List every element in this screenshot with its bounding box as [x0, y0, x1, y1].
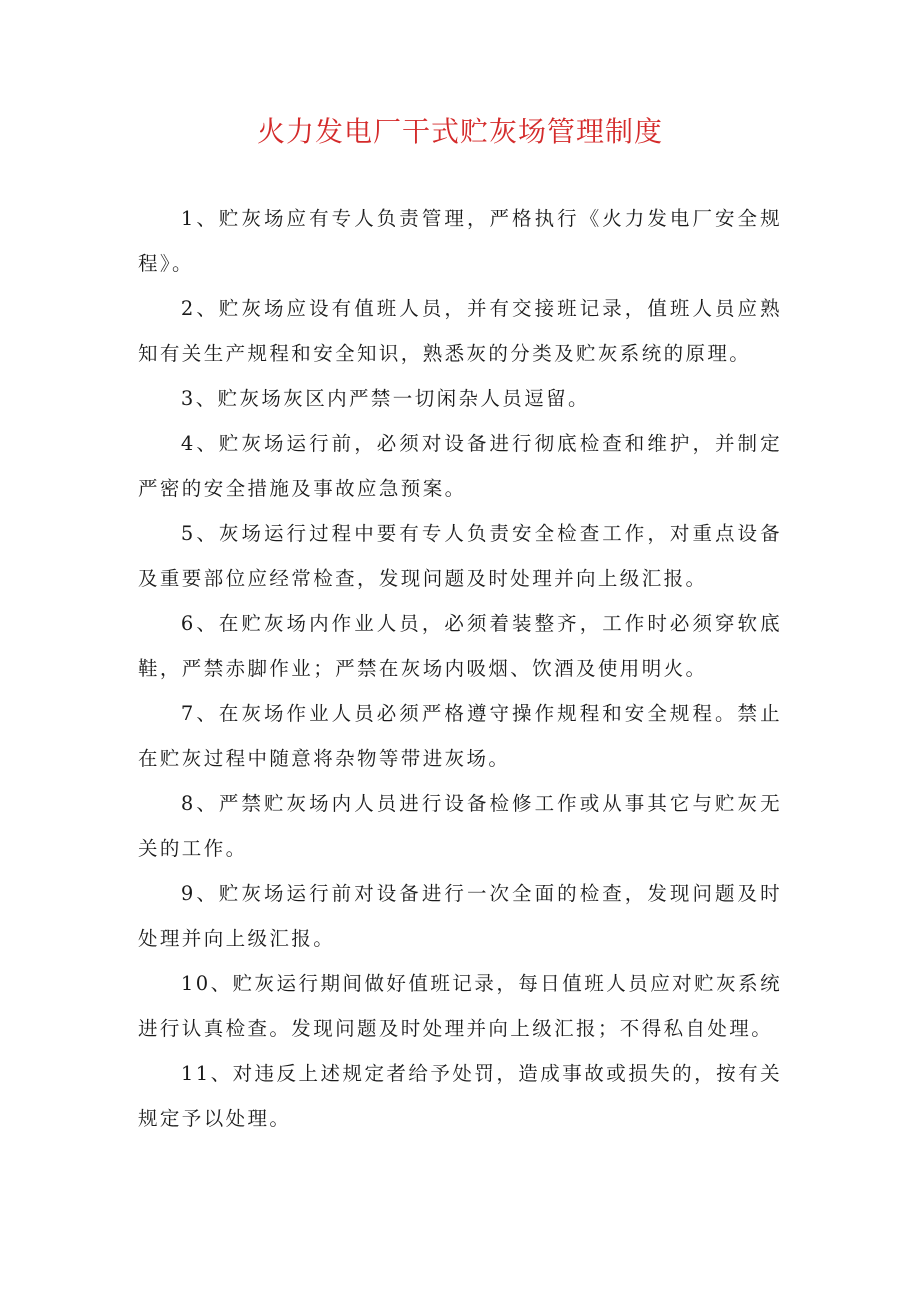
paragraph-5: 5、灰场运行过程中要有专人负责安全检查工作，对重点设备及重要部位应经常检查，发现问题及时处理并向上级汇报。 [138, 522, 782, 590]
paragraph-1: 1、贮灰场应有专人负责管理，严格执行《火力发电厂安全规程》。 [138, 207, 782, 275]
paragraph-8: 8、严禁贮灰场内人员进行设备检修工作或从事其它与贮灰无关的工作。 [138, 792, 782, 860]
document-title: 火力发电厂干式贮灰场管理制度 [256, 115, 663, 148]
paragraph-2: 2、贮灰场应设有值班人员，并有交接班记录，值班人员应熟知有关生产规程和安全知识，熟悉灰的分类及贮灰系统的原理。 [138, 297, 782, 365]
paragraph-4: 4、贮灰场运行前，必须对设备进行彻底检查和维护，并制定严密的安全措施及事故应急预案。 [138, 432, 782, 500]
paragraph-3: 3、贮灰场灰区内严禁一切闲杂人员逗留。 [180, 387, 590, 410]
paragraph-7: 7、在灰场作业人员必须严格遵守操作规程和安全规程。禁止在贮灰过程中随意将杂物等带进灰场。 [138, 702, 782, 770]
paragraph-9: 9、贮灰场运行前对设备进行一次全面的检查，发现问题及时处理并向上级汇报。 [138, 882, 782, 950]
paragraph-6: 6、在贮灰场内作业人员，必须着装整齐，工作时必须穿软底鞋，严禁赤脚作业；严禁在灰场内吸烟、饮酒及使用明火。 [138, 612, 782, 680]
paragraph-10: 10、贮灰运行期间做好值班记录，每日值班人员应对贮灰系统进行认真检查。发现问题及时处理并向上级汇报；不得私自处理。 [138, 972, 782, 1040]
paragraph-11: 11、对违反上述规定者给予处罚，造成事故或损失的，按有关规定予以处理。 [138, 1062, 782, 1130]
document-body [138, 196, 782, 1141]
